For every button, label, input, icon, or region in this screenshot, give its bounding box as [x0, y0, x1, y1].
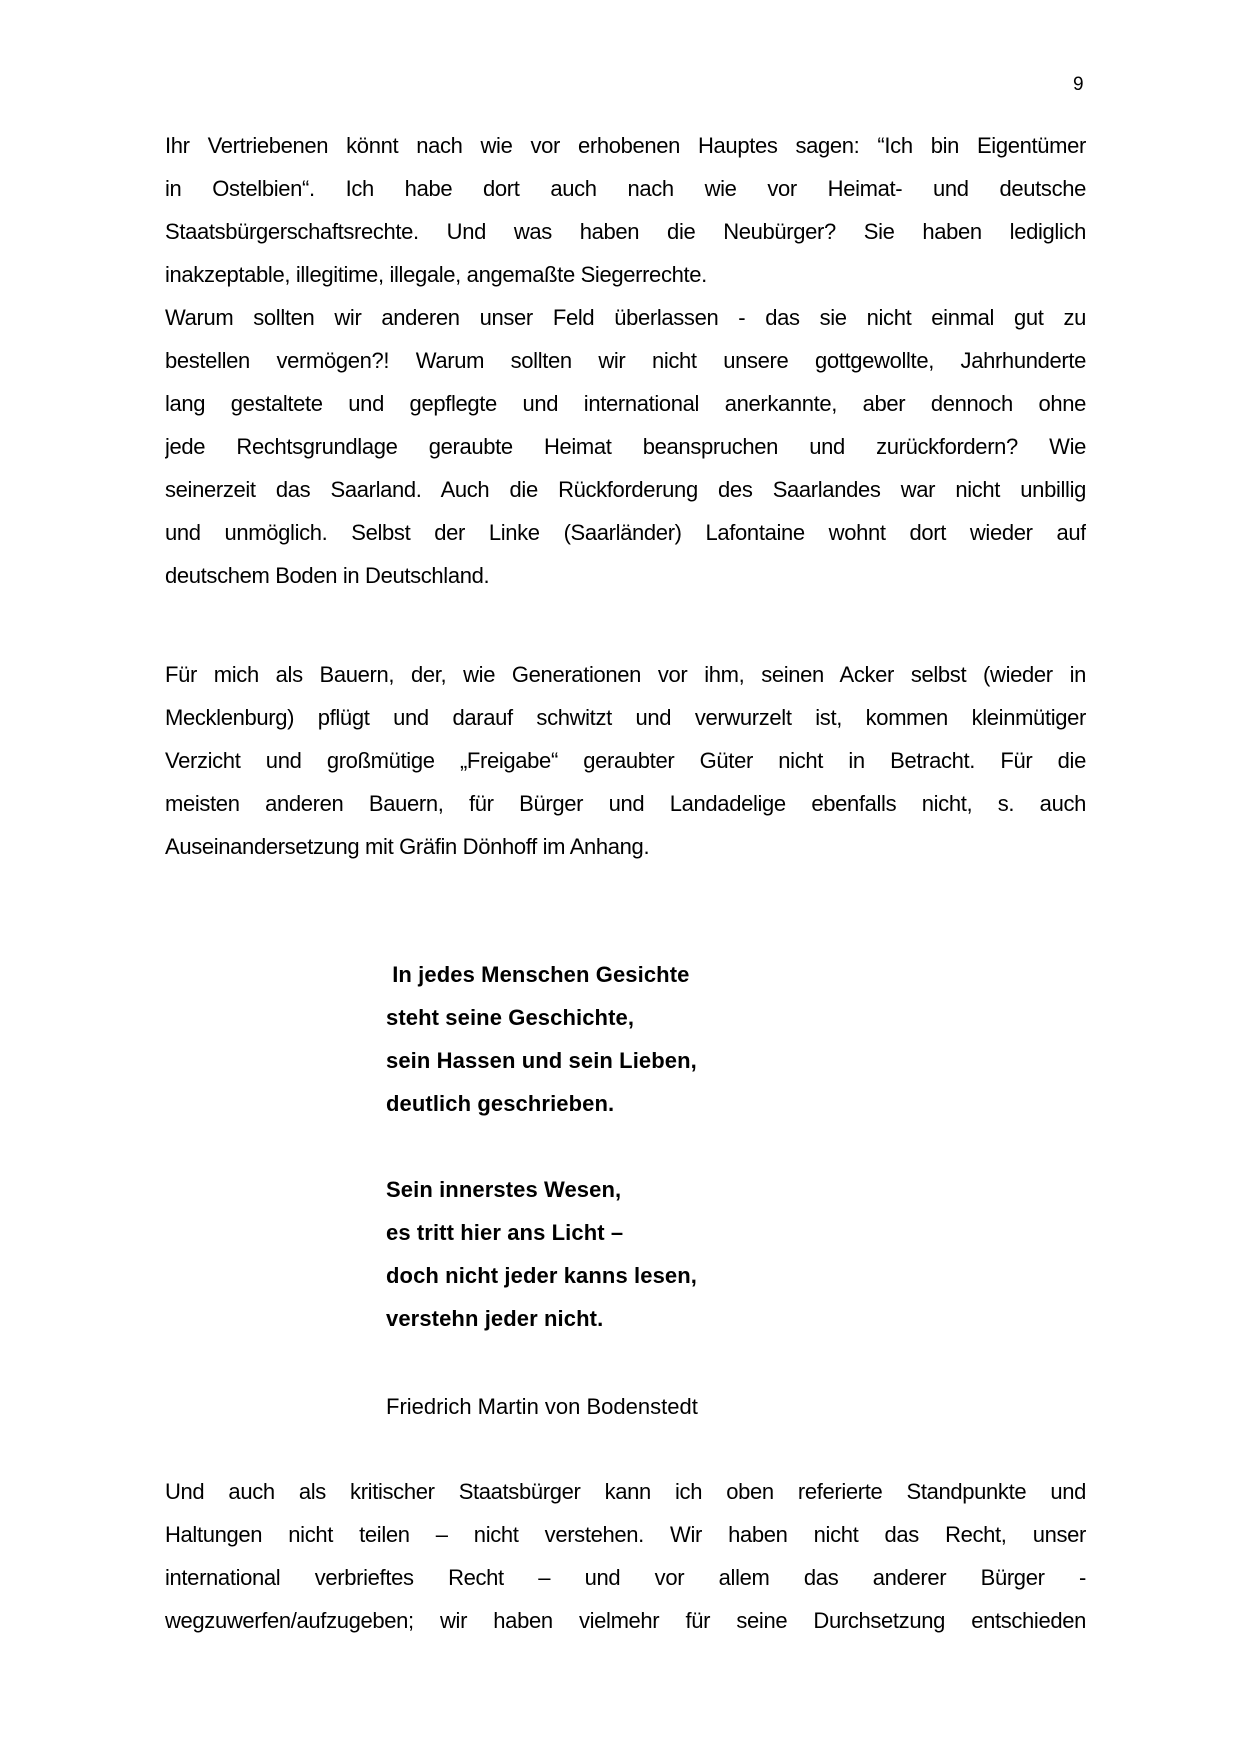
text-line: deutschem Boden in Deutschland. — [165, 563, 490, 588]
text-line: bestellen vermögen?! Warum sollten wir nicht unsere gottgewollte, Jahrhunderte — [165, 348, 1086, 373]
poem-line: In jedes Menschen Gesichte — [386, 962, 690, 987]
text-line: inakzeptable, illegitime, illegale, angemaßte Siegerrechte. — [165, 262, 707, 287]
poem-line: es tritt hier ans Licht – — [386, 1220, 624, 1245]
text-line: jede Rechtsgrundlage geraubte Heimat beanspruchen und zurückfordern? Wie — [165, 434, 1086, 459]
poem-line: verstehn jeder nicht. — [386, 1306, 604, 1331]
poem-line: Sein innerstes Wesen, — [386, 1177, 622, 1202]
paragraph-3 — [165, 1470, 1086, 1642]
poem — [386, 953, 697, 1340]
text-line: und unmöglich. Selbst der Linke (Saarländer) Lafontaine wohnt dort wieder auf — [165, 520, 1086, 545]
text-line: Mecklenburg) pflügt und darauf schwitzt und verwurzelt ist, kommen kleinmütiger — [165, 705, 1086, 730]
paragraph-2 — [165, 653, 1086, 868]
poem-line: doch nicht jeder kanns lesen, — [386, 1263, 697, 1288]
text-line: Staatsbürgerschaftsrechte. Und was haben die Neubürger? Sie haben lediglich — [165, 219, 1086, 244]
page-number: 9 — [1073, 74, 1084, 95]
text-line: Auseinandersetzung mit Gräfin Dönhoff im Anhang. — [165, 834, 650, 859]
paragraph-1 — [165, 124, 1086, 597]
poem-line: deutlich geschrieben. — [386, 1091, 615, 1116]
text-line: Und auch als kritischer Staatsbürger kann ich oben referierte Standpunkte und — [165, 1479, 1086, 1504]
text-line: in Ostelbien“. Ich habe dort auch nach wie vor Heimat- und deutsche — [165, 176, 1086, 201]
poem-author: Friedrich Martin von Bodenstedt — [386, 1394, 698, 1419]
text-line: international verbrieftes Recht – und vor allem das anderer Bürger - — [165, 1565, 1086, 1590]
text-line: wegzuwerfen/aufzugeben; wir haben vielmehr für seine Durchsetzung entschieden — [165, 1608, 1086, 1633]
stanza-break — [386, 1125, 697, 1168]
text-line: Für mich als Bauern, der, wie Generationen vor ihm, seinen Acker selbst (wieder in — [165, 662, 1086, 687]
text-line: seinerzeit das Saarland. Auch die Rückforderung des Saarlandes war nicht unbillig — [165, 477, 1086, 502]
text-line: Verzicht und großmütige „Freigabe“ geraubter Güter nicht in Betracht. Für die — [165, 748, 1086, 773]
text-line: Ihr Vertriebenen könnt nach wie vor erhobenen Hauptes sagen: “Ich bin Eigentümer — [165, 133, 1086, 158]
text-line: meisten anderen Bauern, für Bürger und Landadelige ebenfalls nicht, s. auch — [165, 791, 1086, 816]
text-line: lang gestaltete und gepflegte und international anerkannte, aber dennoch ohne — [165, 391, 1086, 416]
poem-line: sein Hassen und sein Lieben, — [386, 1048, 697, 1073]
text-line: Warum sollten wir anderen unser Feld überlassen - das sie nicht einmal gut zu — [165, 305, 1086, 330]
text-line: Haltungen nicht teilen – nicht verstehen. Wir haben nicht das Recht, unser — [165, 1522, 1086, 1547]
poem-line: steht seine Geschichte, — [386, 1005, 635, 1030]
